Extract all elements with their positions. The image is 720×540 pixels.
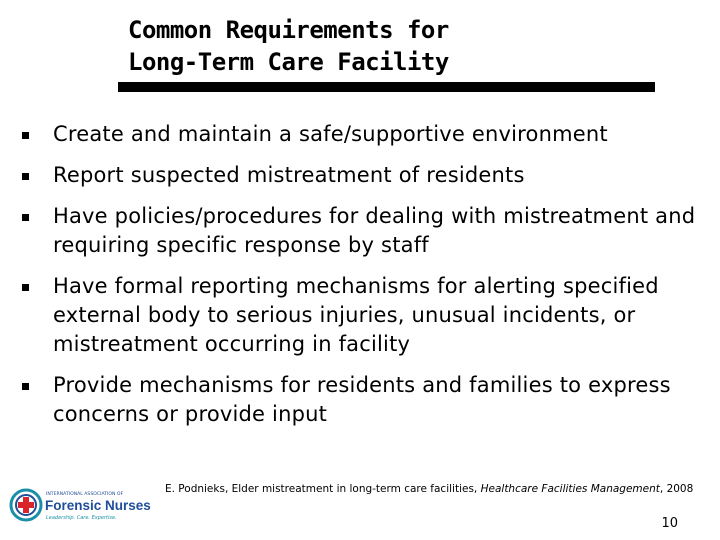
bullet-square-icon xyxy=(22,214,29,221)
bullet-item xyxy=(22,371,702,429)
bullet-text: Create and maintain a safe/supportive environment xyxy=(53,122,608,146)
bullet-text: Provide mechanisms for residents and families to express concerns or provide input xyxy=(53,373,671,426)
bullet-item xyxy=(22,120,702,149)
logo-org-line: INTERNATIONAL ASSOCIATION OF xyxy=(46,492,124,497)
forensic-nurses-logo-icon xyxy=(6,484,151,526)
bullet-item xyxy=(22,272,702,359)
slide-title-line-2: Long-Term Care Facility xyxy=(128,48,449,76)
logo-tagline: Leadership. Care. Expertise. xyxy=(46,515,117,521)
title-underline-bar xyxy=(118,82,655,92)
bullet-text: Have formal reporting mechanisms for alerting specified external body to serious injuries, unusual incidents, or mistreatment occurring in facility xyxy=(53,274,659,356)
citation-prefix: E. Podnieks, Elder mistreatment in long-term care facilities, xyxy=(165,483,481,495)
slide-title xyxy=(128,14,648,78)
logo-cross-horizontal xyxy=(18,502,34,508)
bullet-square-icon xyxy=(22,383,29,390)
bullet-square-icon xyxy=(22,132,29,139)
bullet-item xyxy=(22,161,702,190)
logo-name: Forensic Nurses xyxy=(45,498,151,513)
slide-title-line-1: Common Requirements for xyxy=(128,16,449,44)
citation-suffix: , 2008 xyxy=(659,483,694,495)
bullet-square-icon xyxy=(22,284,29,291)
bullet-item xyxy=(22,202,702,260)
citation-journal: Healthcare Facilities Management xyxy=(480,483,660,495)
citation xyxy=(165,482,710,496)
bullet-text: Have policies/procedures for dealing with mistreatment and requiring specific response by staff xyxy=(53,204,696,257)
bullet-square-icon xyxy=(22,173,29,180)
bullet-text: Report suspected mistreatment of residents xyxy=(53,163,525,187)
bullet-list xyxy=(22,120,702,441)
page-number: 10 xyxy=(661,516,678,531)
